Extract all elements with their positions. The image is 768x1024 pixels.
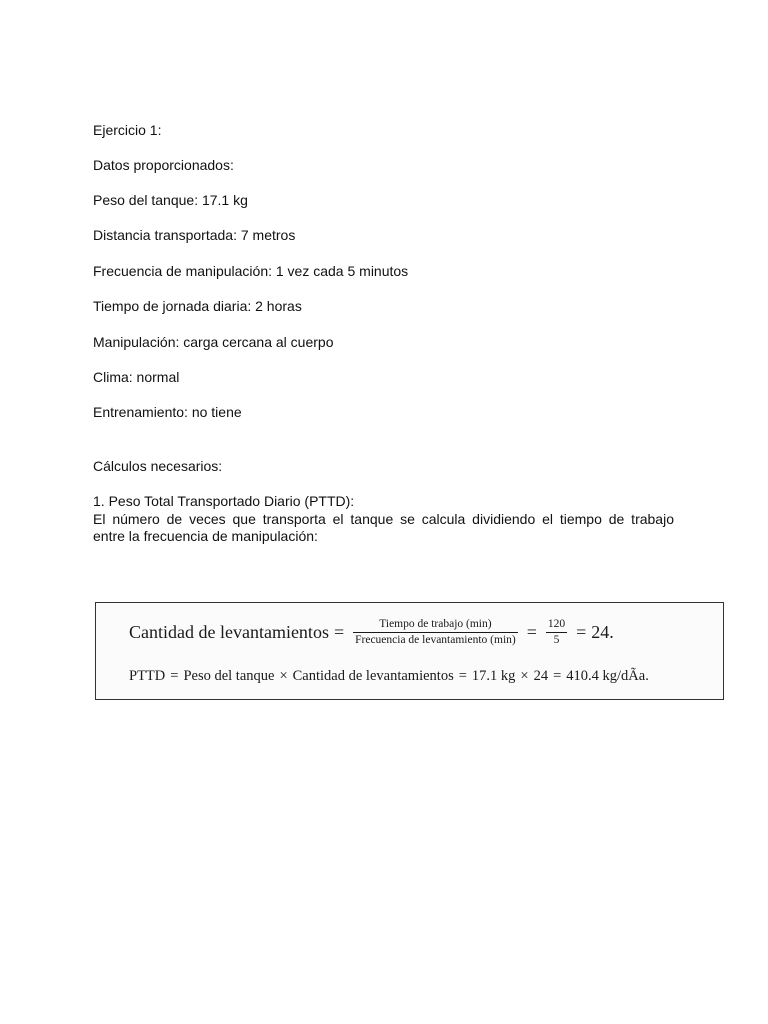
pttd-heading: 1. Peso Total Transportado Diario (PTTD): (93, 493, 355, 509)
eq2-times-1: × (279, 667, 288, 684)
frequency-line: Frecuencia de manipulación: 1 vez cada 5 minutos (93, 263, 409, 279)
eq1-equals-3: = (576, 621, 587, 642)
work-time-numerator: Tiempo de trabajo (min) (379, 617, 492, 630)
training-line: Entrenamiento: no tiene (93, 404, 242, 420)
formula-image (95, 602, 724, 700)
numeric-denominator: 5 (553, 633, 560, 646)
explanation-paragraph (93, 511, 674, 545)
eq2-value2: 24 (533, 667, 549, 684)
pttd-equation (129, 665, 649, 687)
tank-weight-line: Peso del tanque: 17.1 kg (93, 192, 248, 208)
eq2-term1: Peso del tanque (183, 667, 275, 684)
eq2-equals-1: = (170, 667, 179, 684)
eq2-term2: Cantidad de levantamientos (292, 667, 454, 684)
explanation-line-1: El número de veces que transporta el tanque se calcula dividiendo el tiempo de trabajo (93, 511, 674, 527)
numeric-fraction (546, 618, 567, 647)
lift-frequency-denominator: Frecuencia de levantamiento (min) (355, 633, 516, 646)
handling-line: Manipulación: carga cercana al cuerpo (93, 334, 334, 350)
eq2-times-2: × (520, 667, 529, 684)
eq1-result: 24. (591, 621, 614, 642)
fraction-bar (546, 632, 567, 633)
eq2-result: 410.4 kg/dÃa. (566, 667, 649, 684)
work-time-fraction (353, 618, 518, 647)
workday-time-line: Tiempo de jornada diaria: 2 horas (93, 298, 302, 314)
eq2-value1: 17.1 kg (471, 667, 516, 684)
numeric-numerator: 120 (547, 617, 566, 630)
eq1-equals-1: = (333, 621, 345, 642)
eq1-lhs: Cantidad de levantamientos (129, 621, 329, 642)
distance-line: Distancia transportada: 7 metros (93, 227, 296, 243)
fraction-bar (353, 632, 518, 633)
eq1-equals-2: = (526, 621, 537, 642)
data-heading: Datos proporcionados: (93, 157, 234, 173)
explanation-line-2: entre la frecuencia de manipulación: (93, 528, 318, 544)
lifts-count-equation (129, 615, 614, 649)
eq2-equals-2: = (458, 667, 467, 684)
eq2-equals-3: = (553, 667, 562, 684)
eq2-lhs: PTTD (129, 667, 166, 684)
calculations-heading: Cálculos necesarios: (93, 458, 223, 474)
climate-line: Clima: normal (93, 369, 180, 385)
exercise-title: Ejercicio 1: (93, 122, 162, 138)
